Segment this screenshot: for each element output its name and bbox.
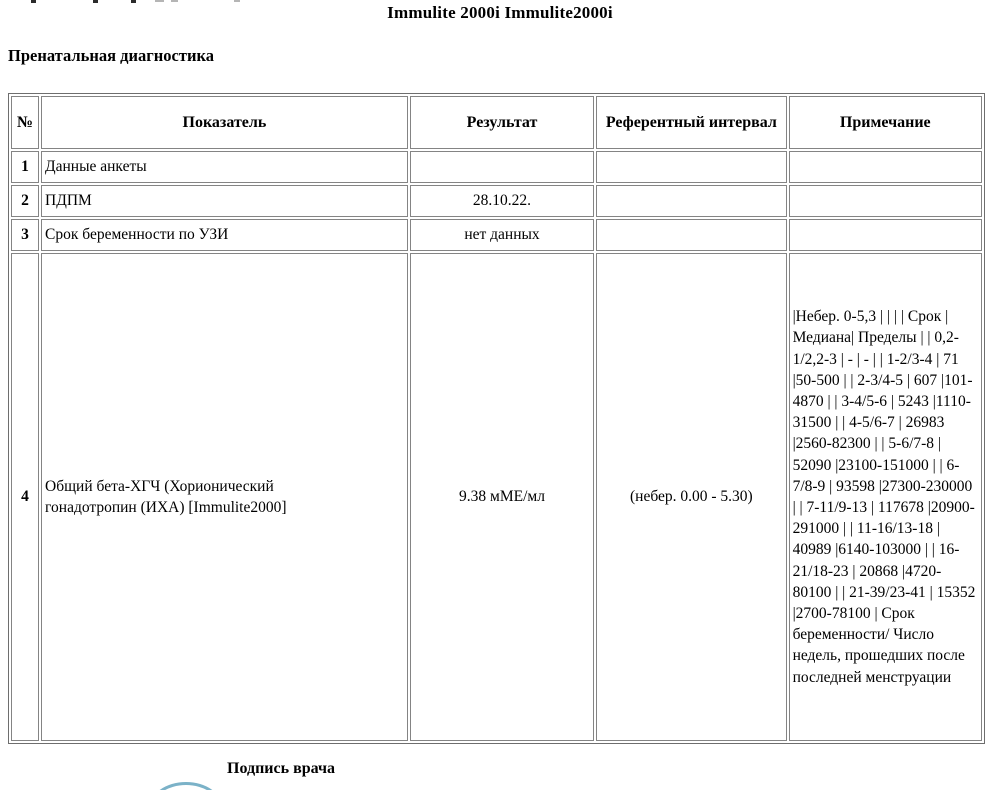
table-row	[11, 185, 982, 217]
indicator-text: Общий бета-ХГЧ (Хорионический гонадотропин (ИХА) [Immulite2000]	[45, 478, 287, 516]
results-table	[8, 93, 985, 744]
cell-number: 3	[11, 219, 39, 251]
header-indicator: Показатель	[41, 96, 408, 149]
cell-reference-interval	[596, 219, 786, 251]
cell-indicator: ПДПМ	[41, 185, 408, 217]
cell-indicator: Срок беременности по УЗИ	[41, 219, 408, 251]
cell-result	[410, 151, 594, 183]
table-row	[11, 151, 982, 183]
cell-number: 2	[11, 185, 39, 217]
document-title: Immulite 2000i Immulite2000i	[387, 3, 613, 22]
table-row	[11, 219, 982, 251]
cell-number: 1	[11, 151, 39, 183]
header-note: Примечание	[789, 96, 982, 149]
cell-indicator: Данные анкеты	[41, 151, 408, 183]
text-remnant-mark	[171, 0, 178, 2]
header-number: №	[11, 96, 39, 149]
header-reference-interval: Референтный интервал	[596, 96, 786, 149]
cell-note	[789, 151, 982, 183]
cell-number: 4	[11, 253, 39, 741]
cell-result: 28.10.22.	[410, 185, 594, 217]
cell-note	[789, 185, 982, 217]
cell-result: 9.38 мМЕ/мл	[410, 253, 594, 741]
cell-note: |Небер. 0-5,3 | | | | Срок | Медиана| Пределы | | 0,2-1/2,2-3 | - | - | | 1-2/3-4 | 71 |50-500 | | 2-3/4-5 | 607 |101-4870 | | 3-4/5-6 | 5243 |1110-31500 | | 4-5/6-7 | 26983 |2560-82300 | | 5-6/7-8 | 52090 |23100-151000 | | 6-7/8-9 | 93598 |27300-230000 | | 7-11/9-13 | 117678 |20900-291000 | | 11-16/13-18 | 40989 |6140-103000 | | 16-21/18-23 | 20868 |4720-80100 | | 21-39/23-41 | 15352 |2700-78100 | Срок беременности/ Число недель, прошедших после последней менструации	[789, 253, 982, 741]
text-remnant-mark	[234, 0, 240, 2]
text-remnant-mark	[155, 0, 164, 2]
table-header-row	[11, 96, 982, 149]
cell-note	[789, 219, 982, 251]
cell-reference-interval	[596, 151, 786, 183]
stamp-arc-icon	[149, 782, 223, 790]
cell-result: нет данных	[410, 219, 594, 251]
section-heading: Пренатальная диагностика	[8, 46, 214, 65]
cell-reference-interval: (небер. 0.00 - 5.30)	[596, 253, 786, 741]
cell-indicator	[41, 253, 408, 741]
table-row	[11, 253, 982, 741]
header-result: Результат	[410, 96, 594, 149]
doctor-signature-label: Подпись врача	[227, 760, 335, 777]
cell-reference-interval	[596, 185, 786, 217]
